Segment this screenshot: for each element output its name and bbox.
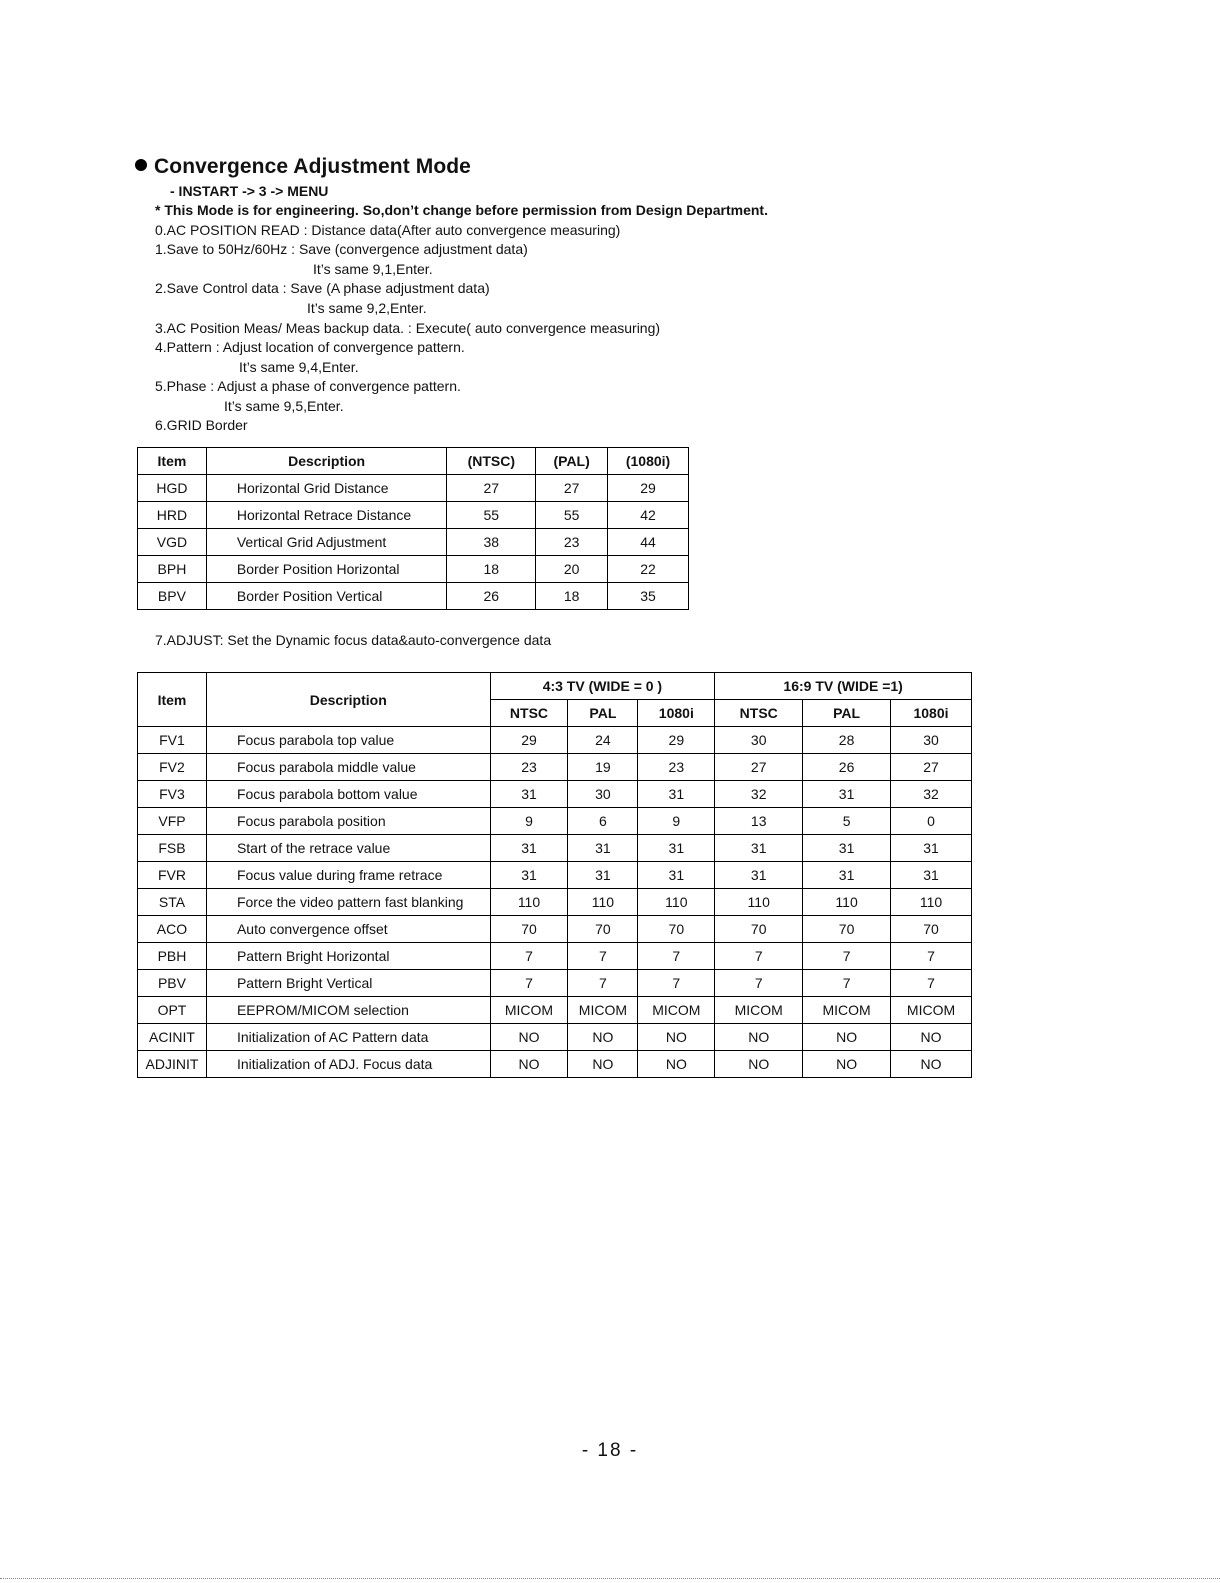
description-cell: Force the video pattern fast blanking bbox=[206, 889, 490, 916]
value-cell: 18 bbox=[447, 556, 536, 583]
value-cell: 70 bbox=[803, 916, 891, 943]
value-cell: 6 bbox=[568, 808, 638, 835]
table-row bbox=[138, 916, 972, 943]
value-cell: 23 bbox=[536, 529, 608, 556]
value-cell: 31 bbox=[490, 862, 568, 889]
description-cell: Horizontal Grid Distance bbox=[206, 475, 447, 502]
value-cell: 70 bbox=[638, 916, 715, 943]
value-cell: 13 bbox=[715, 808, 803, 835]
item-code-cell: FV2 bbox=[138, 754, 207, 781]
value-cell: 7 bbox=[568, 943, 638, 970]
value-cell: 7 bbox=[715, 970, 803, 997]
item-code-cell: FSB bbox=[138, 835, 207, 862]
adjust-table bbox=[137, 672, 972, 1078]
item-code-cell: HGD bbox=[138, 475, 207, 502]
header-cell: Item bbox=[138, 673, 207, 727]
value-cell: NO bbox=[803, 1024, 891, 1051]
value-cell: 27 bbox=[447, 475, 536, 502]
value-cell: 31 bbox=[638, 835, 715, 862]
subheader-cell: NTSC bbox=[715, 700, 803, 727]
value-cell: 31 bbox=[803, 862, 891, 889]
value-cell: 18 bbox=[536, 583, 608, 610]
value-cell: 38 bbox=[447, 529, 536, 556]
table-row bbox=[138, 889, 972, 916]
description-cell: Border Position Horizontal bbox=[206, 556, 447, 583]
page-number: - 18 - bbox=[581, 1440, 639, 1461]
item-code-cell: VFP bbox=[138, 808, 207, 835]
value-cell: NO bbox=[490, 1051, 568, 1078]
table-row bbox=[138, 808, 972, 835]
header-cell: (NTSC) bbox=[447, 448, 536, 475]
item-code-cell: STA bbox=[138, 889, 207, 916]
table-row bbox=[138, 1024, 972, 1051]
value-cell: 31 bbox=[715, 835, 803, 862]
value-cell: 9 bbox=[638, 808, 715, 835]
value-cell: 31 bbox=[490, 781, 568, 808]
header-cell: Description bbox=[206, 448, 447, 475]
item-code-cell: ACINIT bbox=[138, 1024, 207, 1051]
value-cell: 7 bbox=[803, 943, 891, 970]
value-cell: 31 bbox=[803, 835, 891, 862]
value-cell: 31 bbox=[803, 781, 891, 808]
table-row bbox=[138, 556, 689, 583]
table-row bbox=[138, 943, 972, 970]
description-cell: Pattern Bright Horizontal bbox=[206, 943, 490, 970]
item-3-line: 3.AC Position Meas/ Meas backup data. : Execute( auto convergence measuring) bbox=[155, 320, 661, 336]
table-row bbox=[138, 835, 972, 862]
value-cell: MICOM bbox=[490, 997, 568, 1024]
value-cell: 28 bbox=[803, 727, 891, 754]
item-4-note: It’s same 9,4,Enter. bbox=[239, 359, 359, 375]
item-5-note: It’s same 9,5,Enter. bbox=[224, 398, 344, 414]
description-cell: Focus parabola position bbox=[206, 808, 490, 835]
description-cell: Initialization of ADJ. Focus data bbox=[206, 1051, 490, 1078]
description-cell: Initialization of AC Pattern data bbox=[206, 1024, 490, 1051]
value-cell: 20 bbox=[536, 556, 608, 583]
value-cell: 7 bbox=[568, 970, 638, 997]
value-cell: 32 bbox=[891, 781, 972, 808]
table-row bbox=[138, 475, 689, 502]
value-cell: 29 bbox=[490, 727, 568, 754]
value-cell: 31 bbox=[568, 835, 638, 862]
value-cell: 7 bbox=[490, 970, 568, 997]
grid-border-table bbox=[137, 447, 689, 610]
value-cell: 110 bbox=[568, 889, 638, 916]
value-cell: 42 bbox=[608, 502, 689, 529]
warning-line: * This Mode is for engineering. So,don’t change before permission from Design Department. bbox=[155, 202, 768, 218]
value-cell: NO bbox=[568, 1024, 638, 1051]
instart-line: - INSTART -> 3 -> MENU bbox=[170, 183, 329, 199]
value-cell: 31 bbox=[638, 781, 715, 808]
item-5-line: 5.Phase : Adjust a phase of convergence pattern. bbox=[155, 378, 461, 394]
value-cell: 7 bbox=[715, 943, 803, 970]
value-cell: 29 bbox=[638, 727, 715, 754]
value-cell: MICOM bbox=[568, 997, 638, 1024]
value-cell: 26 bbox=[803, 754, 891, 781]
value-cell: NO bbox=[715, 1051, 803, 1078]
value-cell: 31 bbox=[490, 835, 568, 862]
value-cell: 110 bbox=[803, 889, 891, 916]
value-cell: 19 bbox=[568, 754, 638, 781]
item-code-cell: HRD bbox=[138, 502, 207, 529]
header-cell: (1080i) bbox=[608, 448, 689, 475]
value-cell: 27 bbox=[715, 754, 803, 781]
item-code-cell: FVR bbox=[138, 862, 207, 889]
item-code-cell: ACO bbox=[138, 916, 207, 943]
item-1-note: It’s same 9,1,Enter. bbox=[313, 261, 433, 277]
heading-text: Convergence Adjustment Mode bbox=[154, 155, 471, 178]
value-cell: 110 bbox=[891, 889, 972, 916]
item-2-note: It’s same 9,2,Enter. bbox=[307, 300, 427, 316]
value-cell: 35 bbox=[608, 583, 689, 610]
value-cell: 32 bbox=[715, 781, 803, 808]
value-cell: 7 bbox=[638, 943, 715, 970]
item-code-cell: FV3 bbox=[138, 781, 207, 808]
value-cell: NO bbox=[891, 1024, 972, 1051]
value-cell: 31 bbox=[568, 862, 638, 889]
value-cell: 7 bbox=[891, 943, 972, 970]
table-row bbox=[138, 583, 689, 610]
value-cell: 70 bbox=[490, 916, 568, 943]
header-cell: Item bbox=[138, 448, 207, 475]
item-6-line: 6.GRID Border bbox=[155, 417, 248, 433]
item-code-cell: OPT bbox=[138, 997, 207, 1024]
item-4-line: 4.Pattern : Adjust location of convergence pattern. bbox=[155, 339, 465, 355]
bullet-icon bbox=[135, 159, 147, 171]
subheader-cell: 1080i bbox=[891, 700, 972, 727]
subheader-cell: NTSC bbox=[490, 700, 568, 727]
table-row bbox=[138, 727, 972, 754]
value-cell: 30 bbox=[568, 781, 638, 808]
subheader-cell: 1080i bbox=[638, 700, 715, 727]
item-1-line: 1.Save to 50Hz/60Hz : Save (convergence adjustment data) bbox=[155, 241, 528, 257]
table-row bbox=[138, 1051, 972, 1078]
value-cell: 23 bbox=[490, 754, 568, 781]
table-row bbox=[138, 781, 972, 808]
header-cell: Description bbox=[206, 673, 490, 727]
item-code-cell: PBV bbox=[138, 970, 207, 997]
value-cell: NO bbox=[638, 1051, 715, 1078]
value-cell: NO bbox=[638, 1024, 715, 1051]
value-cell: 31 bbox=[891, 835, 972, 862]
value-cell: 27 bbox=[536, 475, 608, 502]
description-cell: Focus value during frame retrace bbox=[206, 862, 490, 889]
value-cell: 7 bbox=[803, 970, 891, 997]
value-cell: NO bbox=[803, 1051, 891, 1078]
value-cell: 7 bbox=[638, 970, 715, 997]
item-7-line: 7.ADJUST: Set the Dynamic focus data&auto-convergence data bbox=[155, 632, 552, 648]
value-cell: MICOM bbox=[715, 997, 803, 1024]
item-code-cell: BPH bbox=[138, 556, 207, 583]
value-cell: 7 bbox=[490, 943, 568, 970]
group-header-169: 16:9 TV (WIDE =1) bbox=[715, 673, 972, 700]
section-heading bbox=[135, 155, 471, 179]
value-cell: NO bbox=[490, 1024, 568, 1051]
description-cell: Focus parabola middle value bbox=[206, 754, 490, 781]
value-cell: 110 bbox=[490, 889, 568, 916]
header-cell: (PAL) bbox=[536, 448, 608, 475]
value-cell: NO bbox=[891, 1051, 972, 1078]
value-cell: MICOM bbox=[638, 997, 715, 1024]
value-cell: 30 bbox=[891, 727, 972, 754]
table-header-row bbox=[138, 448, 689, 475]
value-cell: 110 bbox=[638, 889, 715, 916]
description-cell: Horizontal Retrace Distance bbox=[206, 502, 447, 529]
value-cell: 0 bbox=[891, 808, 972, 835]
value-cell: 70 bbox=[568, 916, 638, 943]
value-cell: 70 bbox=[891, 916, 972, 943]
item-2-line: 2.Save Control data : Save (A phase adjustment data) bbox=[155, 280, 490, 296]
description-cell: Auto convergence offset bbox=[206, 916, 490, 943]
description-cell: Focus parabola bottom value bbox=[206, 781, 490, 808]
value-cell: MICOM bbox=[803, 997, 891, 1024]
table-row bbox=[138, 970, 972, 997]
value-cell: 27 bbox=[891, 754, 972, 781]
value-cell: 7 bbox=[891, 970, 972, 997]
value-cell: 9 bbox=[490, 808, 568, 835]
table-row bbox=[138, 997, 972, 1024]
table-row bbox=[138, 862, 972, 889]
description-cell: Start of the retrace value bbox=[206, 835, 490, 862]
item-code-cell: BPV bbox=[138, 583, 207, 610]
item-code-cell: ADJINIT bbox=[138, 1051, 207, 1078]
subheader-cell: PAL bbox=[568, 700, 638, 727]
description-cell: Vertical Grid Adjustment bbox=[206, 529, 447, 556]
value-cell: 29 bbox=[608, 475, 689, 502]
value-cell: MICOM bbox=[891, 997, 972, 1024]
table-header-row bbox=[138, 673, 972, 700]
subheader-cell: PAL bbox=[803, 700, 891, 727]
table-row bbox=[138, 529, 689, 556]
description-cell: EEPROM/MICOM selection bbox=[206, 997, 490, 1024]
value-cell: 31 bbox=[638, 862, 715, 889]
table-row bbox=[138, 754, 972, 781]
value-cell: 31 bbox=[891, 862, 972, 889]
value-cell: 55 bbox=[447, 502, 536, 529]
value-cell: 44 bbox=[608, 529, 689, 556]
value-cell: 24 bbox=[568, 727, 638, 754]
value-cell: NO bbox=[568, 1051, 638, 1078]
value-cell: NO bbox=[715, 1024, 803, 1051]
value-cell: 30 bbox=[715, 727, 803, 754]
description-cell: Focus parabola top value bbox=[206, 727, 490, 754]
item-code-cell: FV1 bbox=[138, 727, 207, 754]
value-cell: 110 bbox=[715, 889, 803, 916]
description-cell: Pattern Bright Vertical bbox=[206, 970, 490, 997]
value-cell: 5 bbox=[803, 808, 891, 835]
value-cell: 31 bbox=[715, 862, 803, 889]
item-code-cell: VGD bbox=[138, 529, 207, 556]
item-0-line: 0.AC POSITION READ : Distance data(After auto convergence measuring) bbox=[155, 222, 621, 238]
group-header-43: 4:3 TV (WIDE = 0 ) bbox=[490, 673, 715, 700]
value-cell: 22 bbox=[608, 556, 689, 583]
page-edge-divider bbox=[0, 1578, 1220, 1579]
value-cell: 26 bbox=[447, 583, 536, 610]
table-row bbox=[138, 502, 689, 529]
value-cell: 23 bbox=[638, 754, 715, 781]
item-code-cell: PBH bbox=[138, 943, 207, 970]
value-cell: 70 bbox=[715, 916, 803, 943]
value-cell: 55 bbox=[536, 502, 608, 529]
description-cell: Border Position Vertical bbox=[206, 583, 447, 610]
